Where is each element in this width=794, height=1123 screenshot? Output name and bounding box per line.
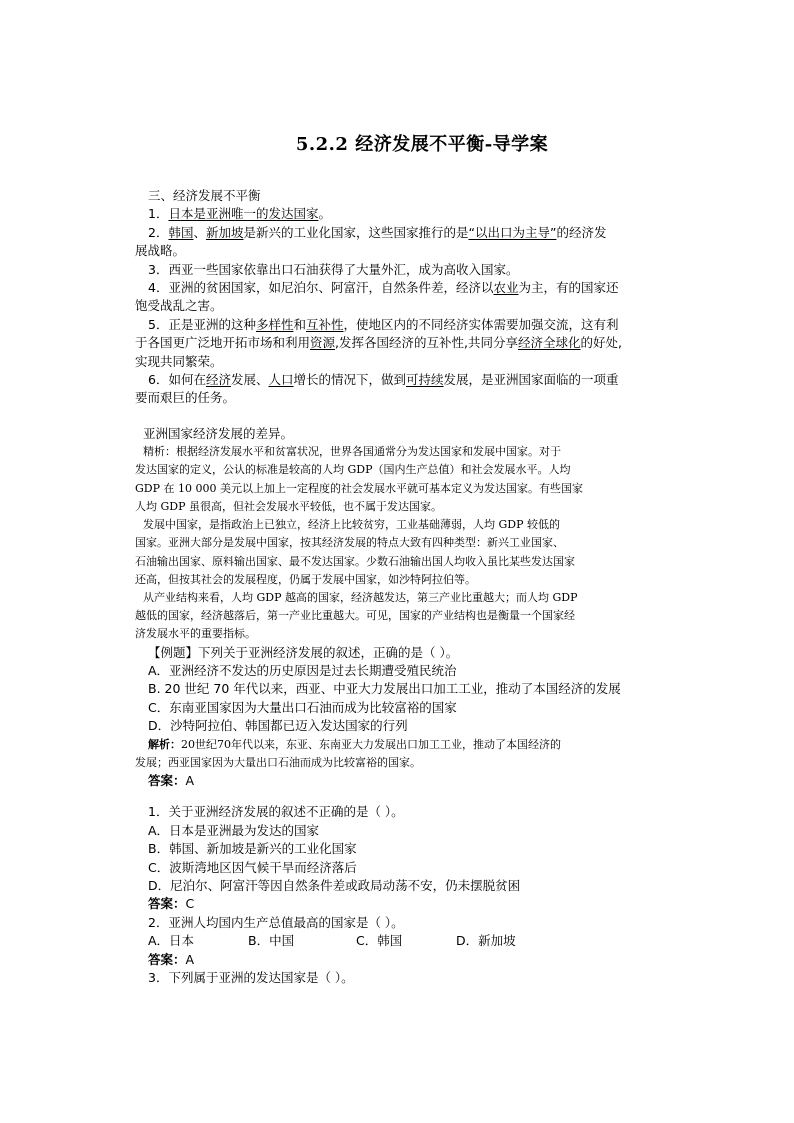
underlined-answer: 日本是亚洲唯一的发达国家 <box>168 206 319 222</box>
underlined-answer: 新加坡 <box>205 224 244 240</box>
point-5-cont2: 实现共同繁荣。 <box>135 353 223 369</box>
underlined-answer: 资源 <box>310 335 336 351</box>
analysis-line: GDP 在 10 000 美元以上加上一定程度的社会发展水平就可基本定义为发达国家。有些国家 <box>135 481 583 495</box>
example-option: B. 20 世纪 70 年代以来，西亚、中亚大力发展出口加工工业，推动了本国经济的发展 <box>148 681 621 697</box>
analysis-line: 从产业结构来看，人均 GDP 越高的国家，经济越发达，第三产业比重越大；而人均 GDP <box>143 590 578 604</box>
analysis-line: 石油输出国家、原料输出国家、最不发达国家。少数石油输出国人均收入虽比某些发达国家 <box>135 554 575 568</box>
exercise-1-option: D．尼泊尔、阿富汗等因自然条件差或政局动荡不安，仍未摆脱贫困 <box>148 877 521 893</box>
point-5-cont: 于各国更广泛地开拓市场和利用资源,发挥各国经济的互补性,共同分享经济全球化的好处, <box>135 335 622 351</box>
example-answer: 答案：A <box>148 772 195 788</box>
example-option: A．亚洲经济不发达的历史原因是过去长期遭受殖民统治 <box>148 662 457 678</box>
underlined-answer: 韩国 <box>168 224 194 240</box>
underlined-answer: 互补性 <box>306 316 344 332</box>
underlined-answer: 经济 <box>205 372 231 388</box>
underlined-answer: 多样性 <box>255 316 294 332</box>
analysis-line: 人均 GDP 虽很高，但社会发展水平较低，也不属于发达国家。 <box>135 499 442 513</box>
example-question: 【例题】下列关于亚洲经济发展的叙述，正确的是（ ）。 <box>148 644 459 660</box>
document-body <box>135 187 668 987</box>
analysis-line: 精析：根据经济发展水平和贫富状况，世界各国通常分为发达国家和发展中国家。对于 <box>143 445 561 459</box>
example-analysis-cont: 发展；西亚国家因为大量出口石油而成为比较富裕的国家。 <box>135 755 421 769</box>
exercise-1-option: A．日本是亚洲最为发达的国家 <box>148 822 320 838</box>
analysis-line: 国家。亚洲大部分是发展中国家，按其经济发展的特点大致有四种类型：新兴工业国家、 <box>135 536 564 550</box>
analysis-line: 发展中国家，是指政治上已独立，经济上比较贫穷，工业基础薄弱，人均 GDP 较低的 <box>143 518 560 532</box>
exercise-2-stem: 2．亚洲人均国内生产总值最高的国家是（ ）。 <box>148 914 404 930</box>
analysis-line: 发达国家的定义，公认的标准是较高的人均 GDP（国内生产总值）和社会发展水平。人均 <box>135 463 571 477</box>
point-2-cont: 展战略。 <box>135 243 186 259</box>
point-4-cont: 饱受战乱之害。 <box>135 298 223 314</box>
underlined-answer: 农业 <box>493 280 519 296</box>
exercise-1-answer: 答案：C <box>148 896 195 912</box>
point-6: 6．如何在经济发展、人口增长的情况下，做到可持续发展，是亚洲国家面临的一项重 <box>148 372 619 388</box>
diff-analysis <box>135 443 668 643</box>
page-title: 5.2.2 经济发展不平衡-导学案 <box>295 134 549 155</box>
analysis-line: 济发展水平的重要指标。 <box>135 627 256 641</box>
example-option: C．东南亚国家因为大量出口石油而成为比较富裕的国家 <box>148 699 457 715</box>
exercise-1-stem: 1．关于亚洲经济发展的叙述不正确的是（ ）。 <box>148 804 404 820</box>
section-heading: 三、经济发展不平衡 <box>148 188 261 203</box>
exercise-1-option: B．韩国、新加坡是新兴的工业化国家 <box>148 841 357 857</box>
analysis-line: 越低的国家，经济越落后，第一产业比重越大。可见，国家的产业结构也是衡量一个国家经 <box>135 609 575 623</box>
analysis-line: 还高，但按其社会的发展程度，仍属于发展中国家，如沙特阿拉伯等。 <box>135 572 476 586</box>
underlined-answer: “以出口为主导” <box>468 224 557 240</box>
point-5: 5．正是亚洲的这种多样性和互补性，使地区内的不同经济实体需要加强交流，这有利 <box>148 316 619 332</box>
point-3: 3．西亚一些国家依靠出口石油获得了大量外汇，成为高收入国家。 <box>148 261 519 277</box>
diff-heading: 亚洲国家经济发展的差异。 <box>143 425 294 441</box>
point-1: 1．日本是亚洲唯一的发达国家。 <box>148 206 331 222</box>
point-6-cont: 要而艰巨的任务。 <box>135 390 236 406</box>
exercise-1-option: C．波斯湾地区因气候干旱而经济落后 <box>148 859 357 875</box>
exercise-3-stem: 3．下列属于亚洲的发达国家是（ ）。 <box>148 970 354 986</box>
example-analysis: 解析：20世纪70年代以来，东亚、东南亚大力发展出口加工工业，推动了本国经济的 <box>148 737 561 751</box>
underlined-answer: 可持续 <box>406 372 444 388</box>
example-option: D．沙特阿拉伯、韩国都已迈入发达国家的行列 <box>148 718 408 734</box>
point-4: 4．亚洲的贫困国家，如尼泊尔、阿富汗，自然条件差，经济以农业为主，有的国家还 <box>148 280 619 296</box>
underlined-answer: 人口 <box>268 372 294 388</box>
exercise-2-options: A．日本 B．中国 C．韩国 D．新加坡 <box>148 933 516 949</box>
exercise-2-answer: 答案：A <box>148 951 195 967</box>
underlined-answer: 经济全球化 <box>517 335 581 351</box>
point-2: 2．韩国、新加坡是新兴的工业化国家，这些国家推行的是“以出口为主导”的经济发 <box>148 224 607 240</box>
